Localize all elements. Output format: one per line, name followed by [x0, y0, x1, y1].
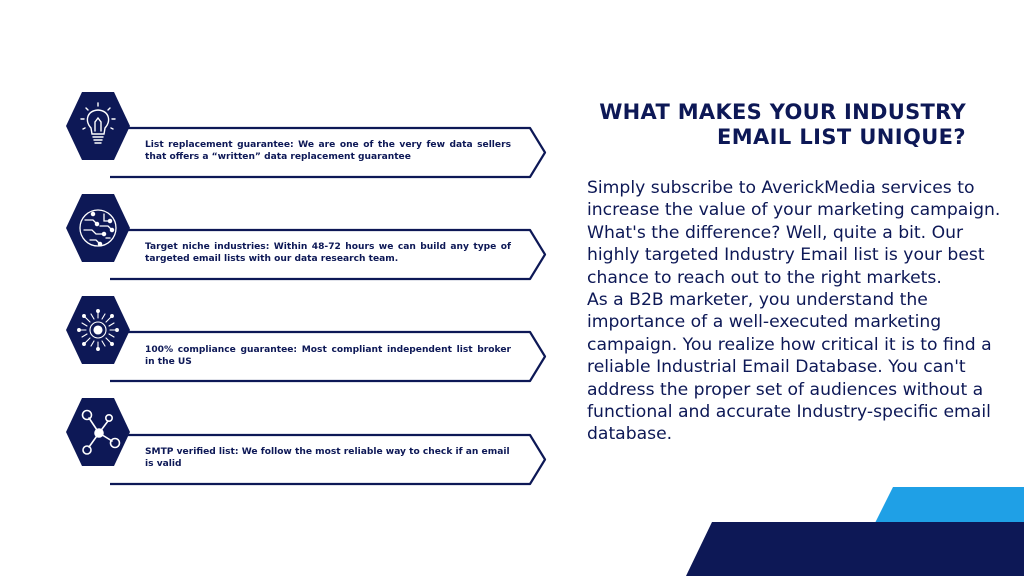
feature-text-1: List replacement guarantee: We are one of the very few data sellers that offers a “written” data replacement guarantee	[145, 140, 511, 162]
page-title-line-1: WHAT MAKES YOUR INDUSTRY	[599, 100, 966, 124]
page-title-line-2: EMAIL LIST UNIQUE?	[716, 125, 966, 149]
feature-text-2: Target niche industries: Within 48-72 hours we can build any type of targeted email lists with our data research team.	[145, 242, 511, 264]
body-paragraph-2: As a B2B marketer, you understand the importance of a well-executed marketing campaign. You realize how critical it is to find a reliable Industrial Email Database. You can't address the proper set of audiences without a functional and accurate Industry-specific email database.	[587, 290, 992, 445]
body-paragraph-1: Simply subscribe to AverickMedia services to increase the value of your marketing campaign. What's the difference? Well, quite a bit. Our highly targeted Industry Email list is your best chance to reach out to the right markets.	[587, 178, 1001, 288]
feature-text-3: 100% compliance guarantee: Most compliant independent list broker in the US	[145, 345, 511, 367]
feature-text-4: SMTP verified list: We follow the most reliable way to check if an email is valid	[145, 447, 510, 469]
accent-stripe	[875, 487, 1024, 523]
navy-corner-block	[686, 522, 1024, 576]
